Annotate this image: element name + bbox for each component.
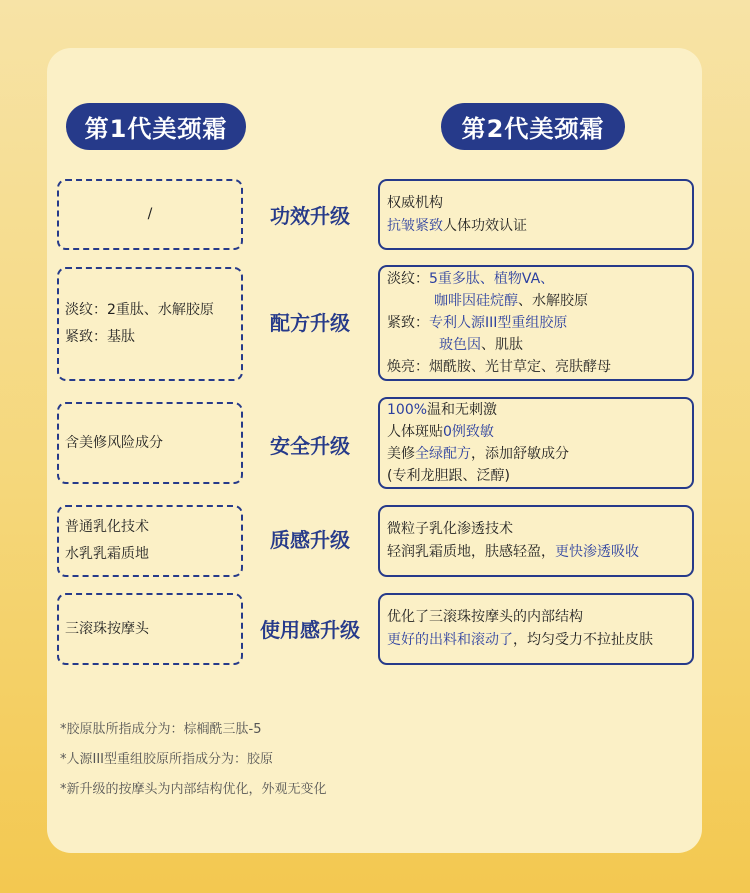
highlight-text: 全绿配方 xyxy=(415,446,471,462)
gen1-usage-box xyxy=(57,593,243,665)
gen1-formula-box xyxy=(57,267,243,381)
gen2-line xyxy=(387,465,685,487)
gen2-formula-box xyxy=(378,265,694,381)
gen2-usage-box xyxy=(378,593,694,665)
row-label-texture: 质感升级 xyxy=(270,528,350,552)
gen2-line xyxy=(387,606,685,629)
highlight-text: 5重多肽、植物VA、 xyxy=(429,271,555,287)
gen1-texture-box xyxy=(57,505,243,577)
gen1-formula-line: 紧致：基肽 xyxy=(65,329,135,345)
footnote: *新升级的按摩头为内部结构优化，外观无变化 xyxy=(60,782,327,797)
gen2-line xyxy=(387,421,685,443)
body-text: 权威机构 xyxy=(387,194,443,211)
body-text: 、水解胶原 xyxy=(518,293,588,309)
gen1-formula-line: 淡纹：2重肽、水解胶原 xyxy=(65,302,214,318)
footnote: *胶原肽所指成分为：棕榈酰三肽-5 xyxy=(60,722,262,737)
footnote: *人源III型重组胶原所指成分为：胶原 xyxy=(60,752,274,767)
gen2-line xyxy=(387,629,685,652)
gen2-line xyxy=(387,443,685,465)
gen1-efficacy-line: / xyxy=(147,206,153,222)
gen2-line xyxy=(387,518,685,541)
gen1-safety-line: 含美修风险成分 xyxy=(65,434,163,451)
highlight-text: 100% xyxy=(387,402,428,418)
body-text: 人体功效认证 xyxy=(443,217,527,234)
row-label-efficacy: 功效升级 xyxy=(270,204,350,228)
gen2-line xyxy=(387,356,685,378)
gen1-usage-line: 三滚珠按摩头 xyxy=(65,620,149,637)
body-text: 、肌肽 xyxy=(481,337,523,353)
body-text: 温和无刺激 xyxy=(427,402,498,418)
gen1-title-badge: 第1代美颈霜 xyxy=(66,103,246,150)
gen2-line xyxy=(387,290,685,312)
body-text: 美修 xyxy=(387,446,415,462)
gen2-efficacy-box xyxy=(378,179,694,250)
body-text: 淡纹： xyxy=(387,271,429,287)
gen2-line xyxy=(387,399,685,421)
row-label-safety: 安全升级 xyxy=(270,434,350,458)
body-text: 人体斑贴 xyxy=(387,424,443,440)
gen2-texture-box xyxy=(378,505,694,577)
body-text: ，均匀受力不拉扯皮肤 xyxy=(513,632,653,648)
row-label-formula: 配方升级 xyxy=(270,311,350,335)
gen2-line xyxy=(387,268,685,290)
highlight-text: 0例致敏 xyxy=(443,424,494,440)
gen2-line xyxy=(387,312,685,334)
gen1-safety-box xyxy=(57,402,243,484)
body-text: ，添加舒敏成分 xyxy=(471,446,569,462)
gen1-texture-line: 普通乳化技术 xyxy=(65,519,149,535)
gen1-texture-line: 水乳乳霜质地 xyxy=(65,546,149,562)
body-text: 微粒子乳化渗透技术 xyxy=(387,521,513,537)
gen2-safety-box xyxy=(378,397,694,489)
gen2-line xyxy=(387,192,685,215)
highlight-text: 咖啡因硅烷醇 xyxy=(434,293,518,309)
gen1-efficacy-box xyxy=(57,179,243,250)
gen2-line xyxy=(387,215,685,238)
gen2-title-badge: 第2代美颈霜 xyxy=(441,103,625,150)
highlight-text: 专利人源III型重组胶原 xyxy=(429,315,568,331)
body-text: (专利龙胆跟、泛醇) xyxy=(387,468,510,484)
highlight-text: 抗皱紧致 xyxy=(387,217,443,234)
body-text: 紧致： xyxy=(387,315,429,331)
highlight-text: 玻色因 xyxy=(439,337,481,353)
row-label-usage: 使用感升级 xyxy=(260,618,360,642)
footnotes xyxy=(60,715,327,805)
gen2-line xyxy=(387,334,685,356)
body-text: 焕亮：烟酰胺、光甘草定、亮肤酵母 xyxy=(387,359,611,375)
body-text: 优化了三滚珠按摩头的内部结构 xyxy=(387,609,583,625)
highlight-text: 更好的出料和滚动了 xyxy=(387,632,513,648)
body-text: 轻润乳霜质地，肤感轻盈， xyxy=(387,544,555,560)
highlight-text: 更快渗透吸收 xyxy=(555,544,639,560)
gen2-line xyxy=(387,541,685,564)
